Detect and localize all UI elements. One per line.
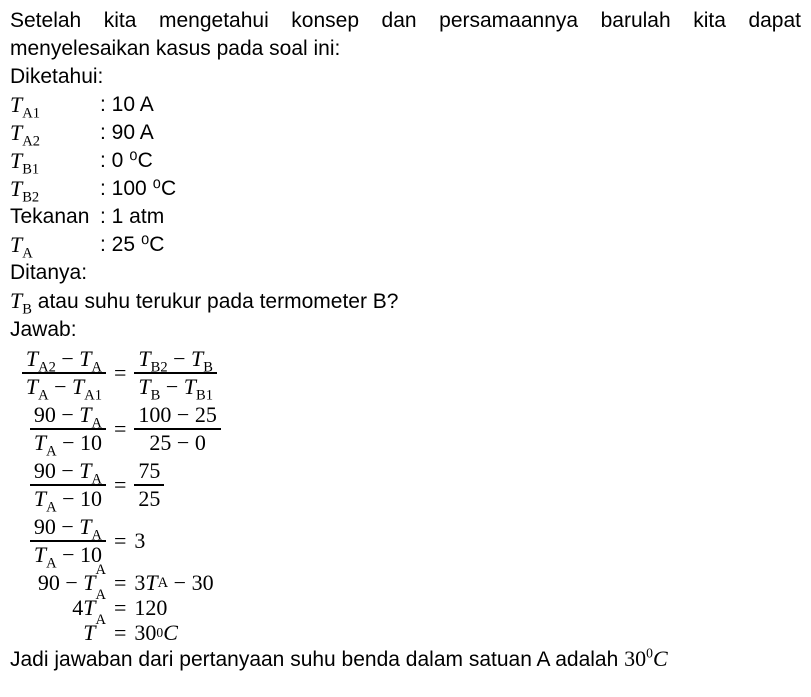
equals-sign: = (114, 570, 127, 595)
equation-1 (10, 346, 801, 404)
minus-operator: − (167, 346, 192, 371)
conclusion-line (10, 645, 801, 674)
given-symbol (10, 119, 100, 150)
given-symbol (10, 175, 100, 206)
math-variable: T (10, 92, 23, 117)
solution-document (10, 7, 801, 674)
equals-sign: = (114, 595, 127, 620)
fraction (30, 402, 106, 460)
denominator: $T_A - 10$ (30, 540, 106, 568)
math-variable: T (10, 120, 23, 145)
question-text: atau suhu terukur pada termometer B? (31, 290, 399, 313)
math-subscript: B1 (22, 161, 40, 178)
denominator: $T_A - T_{A1}$ (22, 372, 106, 400)
given-value: : 10 A (100, 93, 154, 116)
denominator: 25 (134, 484, 164, 512)
given-row-tekanan (10, 203, 801, 231)
denominator: $T_B - T_{B1}$ (134, 372, 217, 400)
section-label-diketahui: Diketahui: (10, 65, 104, 88)
equals-sign: = (114, 620, 127, 645)
fraction (134, 346, 217, 404)
intro-line-1: Setelah kita mengetahui konsep dan persamaannya barulah kita dapat (10, 9, 801, 32)
equation-lhs (10, 346, 106, 404)
unit-celsius: C (652, 646, 668, 671)
fraction (22, 346, 106, 404)
equation-2 (10, 402, 801, 460)
math-subscript: A (22, 245, 33, 262)
given-symbol (10, 147, 100, 178)
equation-5 (10, 562, 801, 595)
numerator: $T_{B2} - T_B$ (138, 346, 213, 376)
equation-rhs: 120 (134, 595, 168, 620)
denominator: $T_A - 10$ (30, 484, 106, 512)
given-value: : 0 ⁰C (100, 149, 153, 172)
fraction (30, 458, 106, 516)
minus-operator: − (55, 346, 80, 371)
fraction (30, 514, 106, 572)
equals-sign: = (114, 416, 127, 441)
equation-3 (10, 458, 801, 516)
intro-paragraph (10, 7, 801, 63)
math-variable: T (10, 176, 23, 201)
equals-sign: = (114, 528, 127, 553)
numerator: $90 - T_A$ (33, 402, 102, 432)
intro-line-2: menyelesaikan kasus pada soal ini: (10, 37, 341, 60)
section-label-ditanya: Ditanya: (10, 261, 88, 284)
denominator: 25 − 0 (134, 428, 220, 456)
unit-celsius: C (163, 620, 178, 645)
conclusion-text: Jadi jawaban dari pertanyaan suhu benda dalam satuan A adalah (10, 648, 625, 671)
equation-rhs (134, 458, 164, 512)
equation-rhs: 30 0 C (134, 620, 178, 645)
math-symbol-tb: $T_B$ (10, 288, 32, 318)
conclusion-value: $30^0C$ (624, 645, 668, 671)
equation-lhs (10, 402, 106, 460)
equation-7 (10, 612, 801, 645)
equation-rhs: 3 T A − 30 (134, 570, 214, 595)
numerator: 100 − 25 (138, 402, 217, 427)
given-symbol (10, 91, 100, 122)
equation-rhs: 3 (134, 528, 146, 553)
equation-lhs: 90 − T A (37, 562, 106, 595)
equation-lhs: T A (83, 612, 106, 645)
given-value: : 100 ⁰C (100, 177, 177, 200)
section-label-jawab: Jawab: (10, 318, 77, 341)
degree-superscript: 0 (646, 645, 653, 661)
given-symbol: Tekanan (10, 205, 90, 228)
given-row-ta (10, 231, 801, 262)
given-list (10, 91, 801, 262)
math-subscript: A1 (22, 105, 40, 122)
fraction (134, 402, 220, 456)
given-value: : 90 A (100, 121, 154, 144)
minus-operator: − (48, 374, 72, 399)
question-line (10, 287, 801, 316)
equation-rhs (134, 346, 217, 404)
equation-4 (10, 514, 801, 572)
given-symbol (10, 231, 100, 262)
given-value: : 1 atm (100, 205, 165, 228)
math-variable: T (10, 232, 23, 257)
given-row-ta2 (10, 119, 801, 150)
numerator: $T_{A2} - T_A$ (25, 346, 102, 376)
equation-6 (10, 587, 801, 620)
equals-sign: = (114, 360, 127, 385)
math-variable: T (10, 148, 23, 173)
given-row-tb1 (10, 147, 801, 178)
denominator: $T_A - 10$ (30, 428, 106, 456)
equation-rhs (134, 402, 220, 456)
equation-lhs (10, 458, 106, 516)
numerator: $90 - T_A$ (33, 514, 102, 544)
numerator: $90 - T_A$ (33, 458, 102, 488)
math-subscript: A2 (22, 133, 40, 150)
given-row-ta1 (10, 91, 801, 122)
equation-lhs (10, 514, 106, 572)
numerator: 75 (138, 458, 161, 483)
given-value: : 25 ⁰C (100, 233, 165, 256)
equals-sign: = (114, 472, 127, 497)
minus-operator: − (160, 374, 184, 399)
fraction (134, 458, 164, 512)
math-subscript: B2 (22, 189, 40, 206)
equation-lhs: 4 T A (72, 587, 106, 620)
given-row-tb2 (10, 175, 801, 206)
